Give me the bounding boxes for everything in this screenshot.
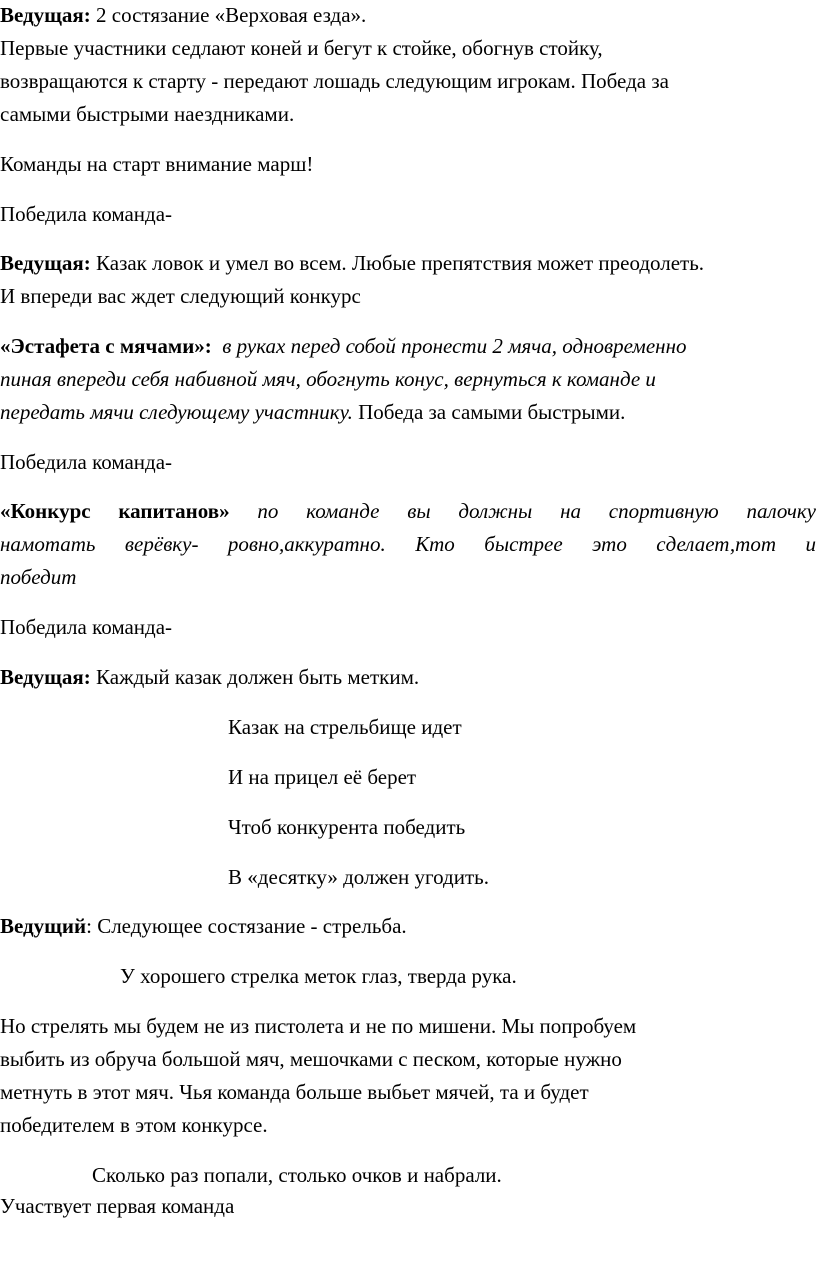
speaker-label: Ведущая: <box>0 251 91 275</box>
contest-title: «Эстафета с мячами»: <box>0 334 212 358</box>
captains-contest <box>0 496 816 526</box>
paragraph-line: выбить из обруча большой мяч, мешочками с песком, которые нужно <box>0 1047 622 1071</box>
contest-description-line: намотать верёвку- ровно,аккуратно. Кто быстрее это сделает,тот и <box>0 532 816 556</box>
contest-description-line: пиная впереди себя набивной мяч, обогнуть конус, вернуться к команде и <box>0 367 656 391</box>
contest-title: 2 состязание «Верховая езда». <box>90 3 367 27</box>
saying-line: У хорошего стрелка меток глаз, тверда рука. <box>120 964 517 988</box>
paragraph-line: победителем в этом конкурсе. <box>0 1113 268 1137</box>
winner-line: Победила команда- <box>0 615 173 639</box>
first-team-line: Участвует первая команда <box>0 1194 235 1218</box>
relay-contest <box>0 331 687 361</box>
contest-description: в руках перед собой пронести 2 мяча, одновременно <box>222 334 687 358</box>
paragraph-accurate <box>0 662 419 692</box>
paragraph-horse-riding-heading <box>0 0 366 30</box>
contest-description-line: победит <box>0 565 77 589</box>
paragraph-line: Первые участники седлают коней и бегут к стойке, обогнув стойку, <box>0 36 603 60</box>
speaker-text: Казак ловок и умел во всем. Любые препятствия может преодолеть. <box>90 251 705 275</box>
contest-title: «Конкурс капитанов» <box>0 499 230 523</box>
speaker-text: Каждый казак должен быть метким. <box>90 665 420 689</box>
contest-tail: Победа за самыми быстрыми. <box>352 400 626 424</box>
speaker-label: Ведущий <box>0 914 87 938</box>
paragraph-line: метнуть в этот мяч. Чья команда больше выбьет мячей, та и будет <box>0 1080 589 1104</box>
speaker-label: Ведущая: <box>0 3 91 27</box>
paragraph-line: И впереди вас ждет следующий конкурс <box>0 284 361 308</box>
start-command: Команды на старт внимание марш! <box>0 152 314 176</box>
paragraph-cossack-agile <box>0 248 704 278</box>
contest-description-line: передать мячи следующему участнику. Победа за самыми быстрыми. <box>0 400 626 424</box>
score-line: Сколько раз попали, столько очков и набрали. <box>92 1163 502 1187</box>
paragraph-line: Но стрелять мы будем не из пистолета и не по мишени. Мы попробуем <box>0 1014 637 1038</box>
winner-line: Победила команда- <box>0 202 173 226</box>
speaker-label: Ведущая: <box>0 665 91 689</box>
poem-line: Казак на стрельбище идет <box>228 715 462 739</box>
contest-description: по команде вы должны на спортивную палочку <box>257 499 816 523</box>
paragraph-shooting <box>0 911 407 941</box>
poem-line: И на прицел её берет <box>228 765 417 789</box>
poem-line: В «десятку» должен угодить. <box>228 865 489 889</box>
paragraph-line: возвращаются к старту - передают лошадь следующим игрокам. Победа за <box>0 69 669 93</box>
poem-line: Чтоб конкурента победить <box>228 815 466 839</box>
speaker-text: : Следующее состязание - стрельба. <box>86 914 407 938</box>
paragraph-line: самыми быстрыми наездниками. <box>0 102 295 126</box>
winner-line: Победила команда- <box>0 450 173 474</box>
